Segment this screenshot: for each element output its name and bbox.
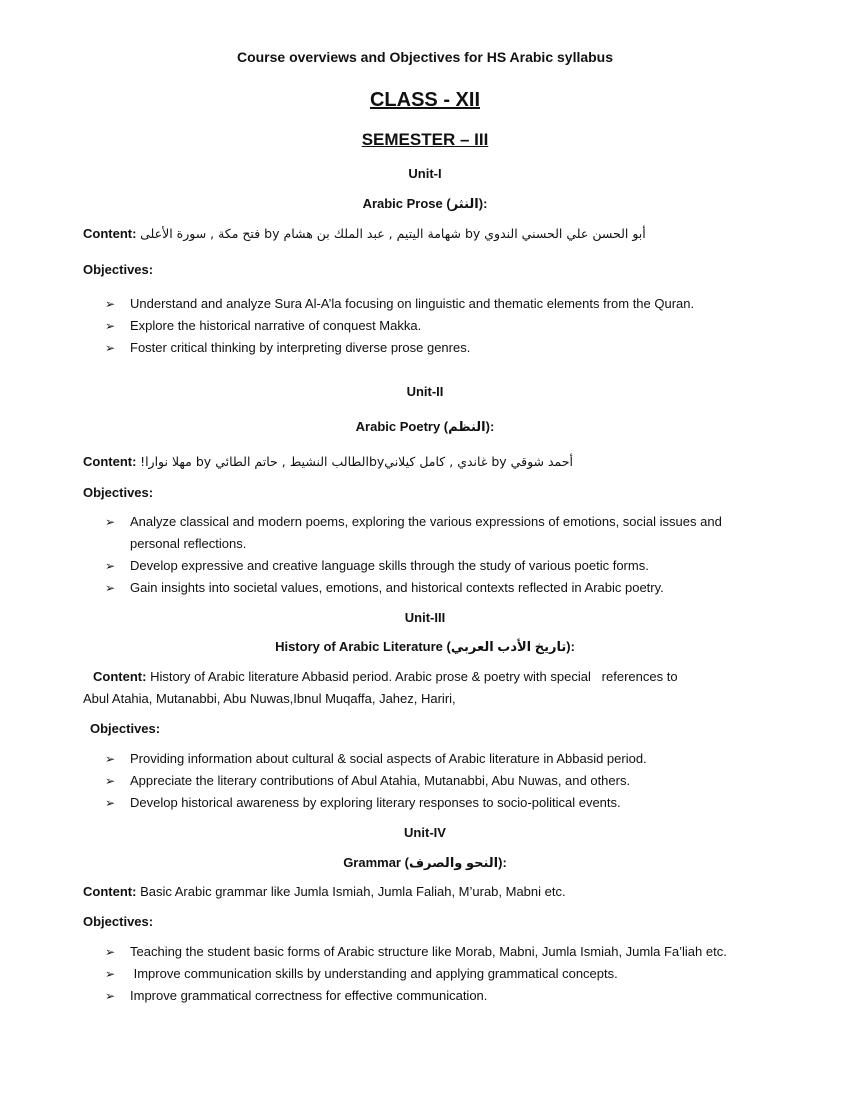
unit-4-objectives-label: Objectives: — [83, 914, 154, 929]
list-item: ➢ Teaching the student basic forms of Arabic structure like Morab, Mabni, Jumla Ismiah, Jumla Fa’liah etc. — [105, 941, 775, 963]
unit-4-subject: Grammar (النحو والصرف): — [343, 855, 507, 870]
unit-1-objectives-list — [105, 293, 775, 359]
list-item: ➢ Explore the historical narrative of conquest Makka. — [105, 315, 775, 337]
arrow-bullet-icon: ➢ — [105, 581, 116, 595]
unit-1-heading: Unit-I — [408, 166, 442, 181]
unit-2-objectives-list — [105, 511, 775, 599]
unit-2-subject: Arabic Poetry (النظم): — [355, 419, 495, 434]
list-item: ➢ Develop historical awareness by exploring literary responses to socio-political events. — [105, 792, 775, 814]
list-item: ➢ Analyze classical and modern poems, exploring the various expressions of emotions, social issues and personal reflections. — [105, 511, 775, 555]
class-title: CLASS - XII — [369, 89, 480, 111]
unit-2-objectives-label: Objectives: — [83, 485, 154, 500]
list-item: ➢ Improve communication skills by understanding and applying grammatical concepts. — [105, 963, 775, 985]
arrow-bullet-icon: ➢ — [105, 967, 116, 981]
semester-title: SEMESTER – III — [361, 130, 489, 149]
unit-1-subject: Arabic Prose (النثر): — [362, 196, 488, 211]
list-item: ➢ Improve grammatical correctness for effective communication. — [105, 985, 775, 1007]
unit-2-content — [83, 454, 773, 469]
unit-2-heading: Unit-II — [406, 384, 444, 399]
unit-3-subject: History of Arabic Literature (تاريخ الأدب العربي): — [275, 639, 575, 654]
unit-1-content — [83, 226, 773, 241]
unit-3-heading: Unit-III — [404, 610, 446, 625]
arrow-bullet-icon: ➢ — [105, 796, 116, 810]
arrow-bullet-icon: ➢ — [105, 297, 116, 311]
arrow-bullet-icon: ➢ — [105, 341, 116, 355]
list-item: ➢ Gain insights into societal values, emotions, and historical contexts reflected in Arabic poetry. — [105, 577, 775, 599]
arrow-bullet-icon: ➢ — [105, 945, 116, 959]
arrow-bullet-icon: ➢ — [105, 515, 116, 529]
content-label: Content: — [83, 454, 137, 469]
list-item: ➢ Understand and analyze Sura Al-A’la focusing on linguistic and thematic elements from the Quran. — [105, 293, 775, 315]
unit-4-objectives-list — [105, 941, 775, 1007]
document-title: Course overviews and Objectives for HS Arabic syllabus — [236, 49, 614, 65]
arrow-bullet-icon: ➢ — [105, 752, 116, 766]
unit-3-objectives-label: Objectives: — [90, 721, 161, 736]
arrow-bullet-icon: ➢ — [105, 989, 116, 1003]
list-item: ➢ Providing information about cultural & social aspects of Arabic literature in Abbasid period. — [105, 748, 775, 770]
list-item: ➢ Appreciate the literary contributions of Abul Atahia, Mutanabbi, Abu Nuwas, and others. — [105, 770, 775, 792]
unit-4-heading: Unit-IV — [404, 825, 446, 840]
arrow-bullet-icon: ➢ — [105, 774, 116, 788]
arrow-bullet-icon: ➢ — [105, 559, 116, 573]
content-text: Basic Arabic grammar like Jumla Ismiah, Jumla Faliah, M’urab, Mabni etc. — [140, 884, 566, 899]
unit-3-objectives-list — [105, 748, 775, 814]
unit-3-content-continued: Abul Atahia, Mutanabbi, Abu Nuwas,Ibnul Muqaffa, Jahez, Hariri, — [83, 691, 456, 706]
arrow-bullet-icon: ➢ — [105, 319, 116, 333]
content-label: Content: — [93, 669, 147, 684]
content-text: History of Arabic literature Abbasid period. Arabic prose & poetry with special references to — [150, 669, 678, 684]
unit-3-content — [93, 669, 783, 684]
content-text: أحمد شوقي by غاندي , كامل كيلانيbyالطالب النشيط , حاتم الطائي by مهلا نوارا! — [140, 454, 573, 469]
content-label: Content: — [83, 226, 137, 241]
content-text: أبو الحسن علي الحسني الندوي by شهامة اليتيم , عبد الملك بن هشام by فتح مكة , سورة الأعلى — [140, 226, 646, 241]
list-item: ➢ Develop expressive and creative language skills through the study of various poetic forms. — [105, 555, 775, 577]
list-item: ➢ Foster critical thinking by interpreting diverse prose genres. — [105, 337, 775, 359]
unit-4-content — [83, 884, 773, 899]
unit-1-objectives-label: Objectives: — [83, 262, 154, 277]
content-label: Content: — [83, 884, 137, 899]
